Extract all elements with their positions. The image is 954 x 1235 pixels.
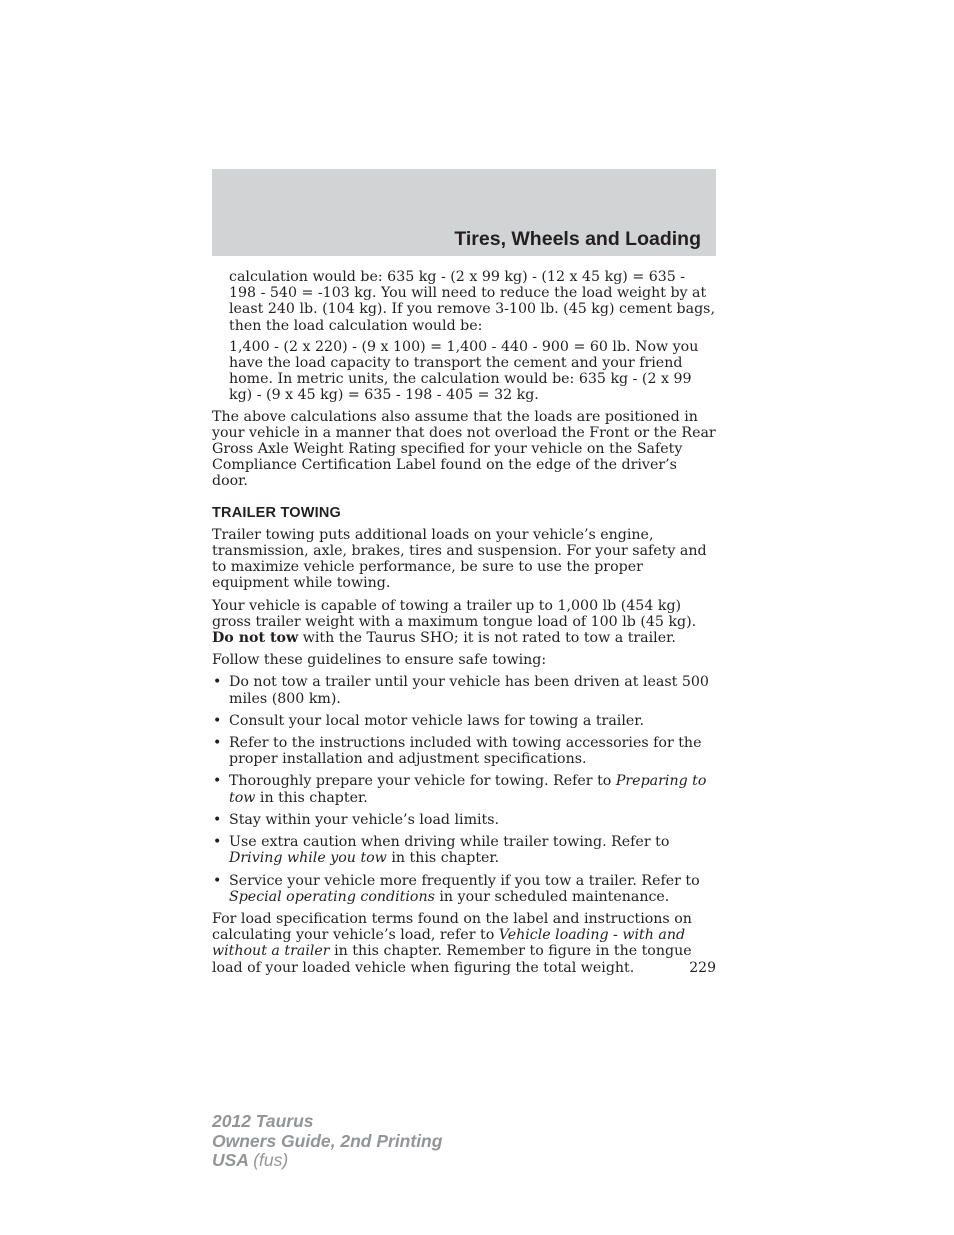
calculation-paragraph-1: calculation would be: 635 kg - (2 x 99 kg) - (12 x 45 kg) = 635 - 198 - 540 = -103 kg. You will need to reduce the load weight by at least 240 lb. (104 kg). If you remove 3-100 lb. (45 kg) cement bags, then the load calculation would be: — [229, 269, 715, 334]
load-spec-text-end: in this chapter. Remember to figure in the tongue load of your loaded vehicle when figuring the total weight. — [212, 943, 692, 976]
list-item — [212, 674, 716, 706]
list-item — [212, 834, 716, 866]
cross-reference-special-operating-conditions: Special operating conditions — [229, 888, 435, 905]
bullet-icon: • — [213, 834, 222, 851]
do-not-tow-warning: Do not tow — [212, 630, 299, 647]
section-header-band — [212, 169, 716, 256]
list-item-text: Refer to the instructions included with towing accessories for the proper installation and adjustment specifications. — [229, 735, 702, 768]
footer-market — [212, 1151, 442, 1171]
footer-model: 2012 Taurus — [212, 1111, 314, 1131]
list-item-text-end: in your scheduled maintenance. — [439, 888, 670, 905]
list-item-text: Stay within your vehicle’s load limits. — [229, 811, 500, 828]
page-number: 229 — [689, 960, 716, 976]
guidelines-intro: Follow these guidelines to ensure safe towing: — [212, 652, 547, 669]
example-calculation — [212, 269, 716, 404]
list-item-text-end: in this chapter. — [391, 850, 500, 867]
bullet-icon: • — [213, 811, 222, 828]
bullet-icon: • — [213, 674, 222, 691]
cross-reference-vehicle-loading: Vehicle loading - with and without a trailer — [212, 927, 686, 960]
towing-intro-paragraph: Trailer towing puts additional loads on your vehicle’s engine, transmission, axle, brakes, tires and suspension. For your safety and to maximize vehicle performance, be sure to use the proper equipment while towing. — [212, 526, 707, 592]
list-item-text: Do not tow a trailer until your vehicle has been driven at least 500 miles (800 km). — [229, 674, 709, 707]
cross-reference-preparing-to-tow: Preparing to tow — [229, 773, 707, 806]
capability-text-end: with the Taurus SHO; it is not rated to tow a trailer. — [302, 630, 676, 647]
list-item-text: Use extra caution when driving while trailer towing. Refer to — [229, 834, 670, 851]
cross-reference-driving-while-you-tow: Driving while you tow — [229, 850, 387, 867]
list-item — [212, 735, 716, 767]
list-item — [212, 773, 716, 805]
towing-capability-paragraph — [212, 598, 716, 647]
document-footer — [212, 1112, 442, 1171]
list-item-text: Service your vehicle more frequently if you tow a trailer. Refer to — [229, 872, 700, 889]
list-item — [212, 713, 716, 729]
section-title: Tires, Wheels and Loading — [454, 228, 701, 250]
footer-market-code: (fus) — [253, 1150, 289, 1170]
bullet-icon: • — [213, 735, 222, 752]
list-item — [212, 812, 716, 828]
footer-guide-edition: Owners Guide, 2nd Printing — [212, 1130, 443, 1151]
page-content — [212, 269, 716, 982]
list-item-text: Consult your local motor vehicle laws for towing a trailer. — [229, 712, 645, 729]
bullet-icon: • — [213, 773, 222, 790]
list-item-text: Thoroughly prepare your vehicle for towing. Refer to — [229, 773, 612, 790]
load-specification-paragraph — [212, 911, 716, 976]
assumption-paragraph: The above calculations also assume that the loads are positioned in your vehicle in a manner that does not overload the Front or the Rear Gross Axle Weight Rating specified for your vehicle on the Safety Compliance Certification Label found on the edge of the driver’s door. — [212, 408, 716, 490]
trailer-towing-heading: TRAILER TOWING — [212, 504, 341, 521]
footer-country: USA — [212, 1150, 249, 1170]
towing-guidelines-list — [212, 674, 716, 904]
calculation-paragraph-2: 1,400 - (2 x 220) - (9 x 100) = 1,400 - 440 - 900 = 60 lb. Now you have the load capacity to transport the cement and your friend home. In metric units, the calculation would be: 635 kg - (2 x 99 kg) - (9 x 45 kg) = 635 - 198 - 405 = 32 kg. — [229, 338, 699, 404]
list-item — [212, 873, 716, 905]
capability-text: Your vehicle is capable of towing a trailer up to 1,000 lb (454 kg) gross trailer weight with a maximum tongue load of 100 lb (45 kg). — [212, 597, 697, 630]
load-spec-text: For load specification terms found on the label and instructions on calculating your vehicle’s load, refer to — [212, 910, 692, 944]
list-item-text-end: in this chapter. — [259, 789, 368, 806]
bullet-icon: • — [213, 872, 222, 889]
bullet-icon: • — [213, 712, 222, 729]
